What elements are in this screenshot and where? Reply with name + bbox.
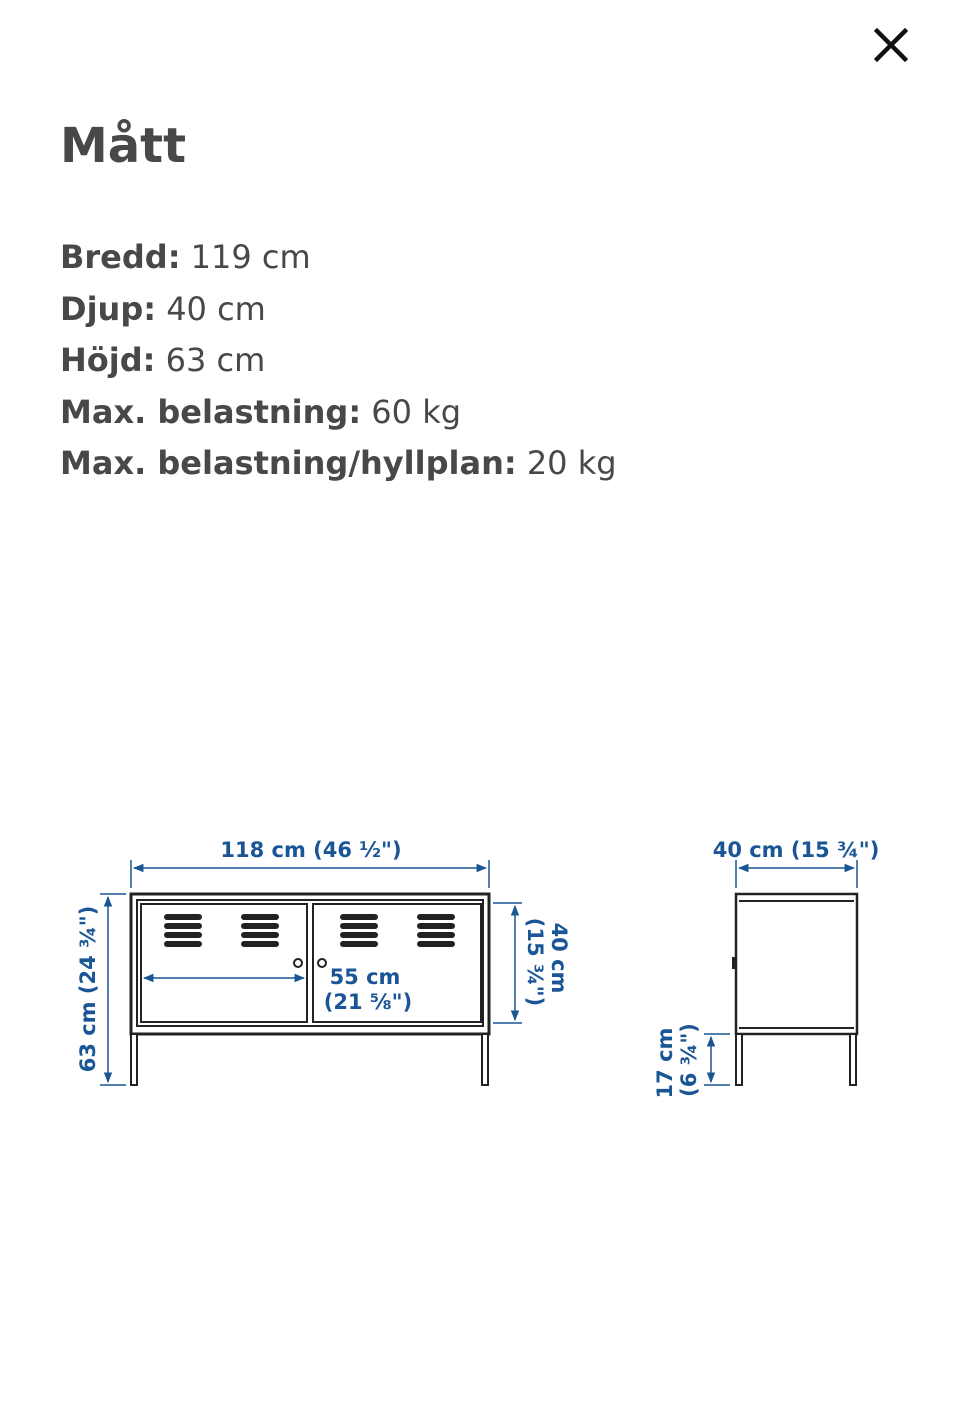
cabinet-height-dimension [493, 903, 522, 1023]
spec-row-max-load [60, 387, 617, 439]
spec-value: 20 kg [526, 444, 617, 482]
spec-value: 63 cm [165, 341, 266, 379]
spec-row-max-load-shelf [60, 438, 617, 490]
leg-height-dimension [704, 1034, 730, 1085]
side-view-cabinet [732, 894, 857, 1085]
front-width-dimension [131, 860, 489, 888]
spec-value: 119 cm [190, 238, 311, 276]
front-view-cabinet [131, 894, 489, 1085]
close-button[interactable] [862, 16, 920, 74]
cabinet-height-in-label: (15 ¾") [523, 917, 547, 1007]
front-height-label: 63 cm (24 ¾") [76, 905, 100, 1073]
side-depth-label: 40 cm (15 ¾") [712, 838, 880, 862]
spec-value: 60 kg [371, 392, 462, 431]
page-title: Mått [60, 118, 187, 174]
spec-value: 40 cm [166, 289, 266, 328]
spec-list [60, 232, 617, 490]
front-width-label: 118 cm (46 ½") [220, 838, 402, 862]
spec-label: Max. belastning: [60, 392, 362, 431]
spec-label: Djup: [60, 289, 157, 328]
door-width-cm-label: 55 cm [329, 965, 401, 989]
spec-row-depth [60, 284, 617, 336]
spec-row-width [60, 232, 617, 284]
cabinet-height-cm-label: 40 cm [547, 922, 571, 994]
spec-label: Max. belastning/hyllplan: [60, 444, 517, 482]
close-icon [874, 28, 908, 62]
spec-label: Bredd: [60, 238, 181, 276]
door-width-in-label: (21 ⅝") [323, 990, 413, 1014]
leg-height-in-label: (6 ¾") [677, 1023, 701, 1097]
front-height-dimension [100, 894, 126, 1085]
spec-row-height [60, 335, 617, 387]
side-depth-dimension [736, 860, 857, 888]
spec-label: Höjd: [60, 341, 156, 379]
dimension-diagram [0, 820, 960, 1140]
leg-height-cm-label: 17 cm [653, 1027, 677, 1099]
